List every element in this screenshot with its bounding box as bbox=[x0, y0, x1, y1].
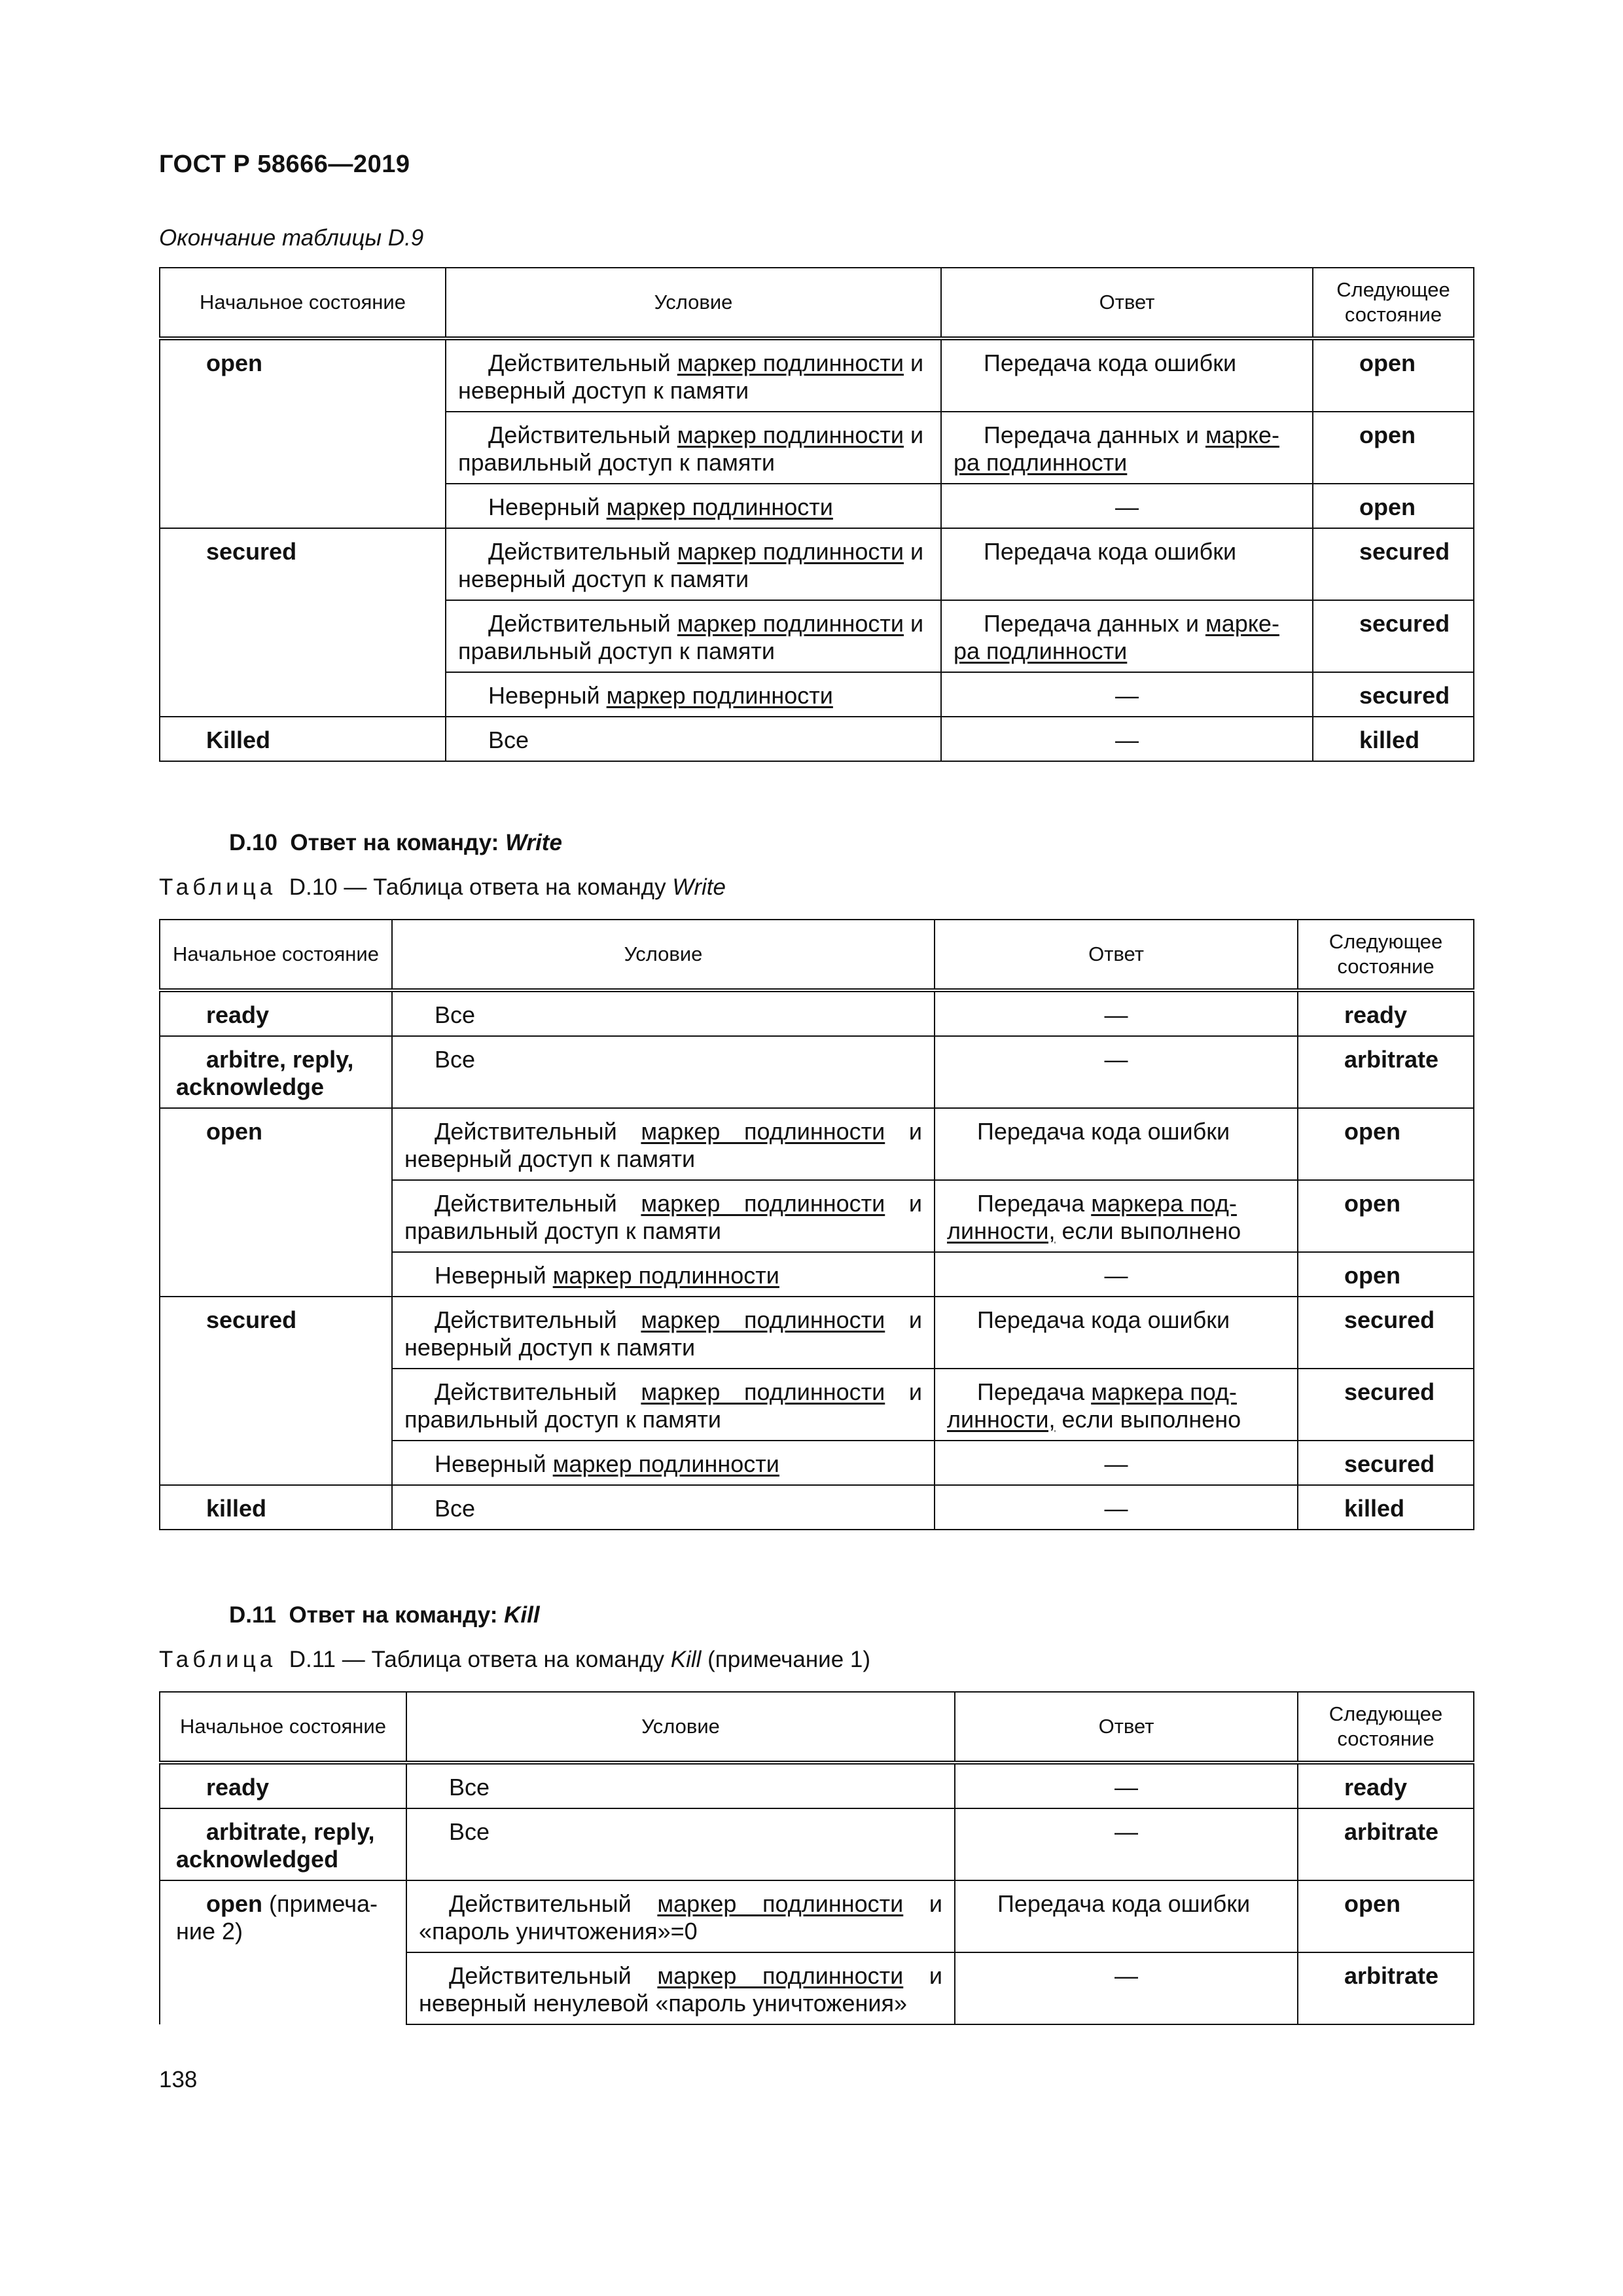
condition-cell: Неверный маркер подлинности bbox=[446, 484, 941, 528]
condition-cell: Действительный маркер подлинности и неверный доступ к памяти bbox=[392, 1108, 935, 1180]
table-continuation-caption: Окончание таблицы D.9 bbox=[159, 225, 424, 251]
next-state-cell: secured bbox=[1298, 1297, 1474, 1369]
response-cell: — bbox=[935, 1036, 1298, 1108]
condition-cell: Неверный маркер подлинности bbox=[392, 1252, 935, 1297]
condition-cell: Все bbox=[392, 990, 935, 1036]
header-initial-state: Начальное состояние bbox=[160, 1692, 406, 1763]
condition-cell: Действительный маркер подлинности и неверный доступ к памяти bbox=[446, 528, 941, 600]
condition-cell: Действительный маркер подлинности и неверный доступ к памяти bbox=[446, 338, 941, 412]
header-response: Ответ bbox=[941, 268, 1313, 338]
condition-cell: Действительный маркер подлинности и неверный ненулевой «пароль уничтожения» bbox=[406, 1952, 955, 2024]
table-header-row bbox=[160, 1692, 1474, 1763]
state-cell: ready bbox=[160, 990, 392, 1036]
table-d11 bbox=[159, 1691, 1474, 2025]
next-state-cell: secured bbox=[1313, 672, 1474, 717]
response-cell: Передача кода ошибки bbox=[941, 338, 1313, 412]
next-state-cell: ready bbox=[1298, 1763, 1474, 1808]
response-cell: Передача кода ошибки bbox=[935, 1297, 1298, 1369]
table-row bbox=[160, 990, 1474, 1036]
condition-cell: Действительный маркер подлинности и правильный доступ к памяти bbox=[392, 1369, 935, 1441]
condition-cell: Неверный маркер подлинности bbox=[392, 1441, 935, 1485]
response-cell: — bbox=[955, 1952, 1298, 2024]
state-cell: arbitrate, reply, acknowledged bbox=[160, 1808, 406, 1880]
table-row bbox=[160, 1036, 1474, 1108]
response-cell: — bbox=[935, 1252, 1298, 1297]
condition-cell: Все bbox=[392, 1485, 935, 1530]
header-next-state: Следующее состояние bbox=[1298, 1692, 1474, 1763]
next-state-cell: open bbox=[1298, 1180, 1474, 1252]
next-state-cell: open bbox=[1313, 484, 1474, 528]
next-state-cell: open bbox=[1313, 338, 1474, 412]
response-cell: — bbox=[955, 1808, 1298, 1880]
next-state-cell: open bbox=[1298, 1880, 1474, 1952]
response-cell: — bbox=[941, 717, 1313, 761]
table-row bbox=[160, 528, 1474, 600]
header-condition: Условие bbox=[406, 1692, 955, 1763]
table-row bbox=[160, 717, 1474, 761]
table-row bbox=[160, 1108, 1474, 1180]
next-state-cell: killed bbox=[1298, 1485, 1474, 1530]
condition-cell: Действительный маркер подлинности и неверный доступ к памяти bbox=[392, 1297, 935, 1369]
next-state-cell: open bbox=[1298, 1252, 1474, 1297]
table-d10 bbox=[159, 919, 1474, 1530]
next-state-cell: secured bbox=[1313, 600, 1474, 672]
next-state-cell: arbitrate bbox=[1298, 1952, 1474, 2024]
next-state-cell: secured bbox=[1313, 528, 1474, 600]
page-number: 138 bbox=[159, 2067, 198, 2092]
state-cell: ready bbox=[160, 1763, 406, 1808]
response-cell: Передача данных и марке-ра подлинности bbox=[941, 600, 1313, 672]
response-cell: — bbox=[935, 990, 1298, 1036]
condition-cell: Все bbox=[406, 1808, 955, 1880]
response-cell: — bbox=[955, 1763, 1298, 1808]
response-cell: — bbox=[935, 1485, 1298, 1530]
state-cell: Killed bbox=[160, 717, 446, 761]
header-initial-state: Начальное состояние bbox=[160, 920, 392, 990]
table-row bbox=[160, 1763, 1474, 1808]
state-cell: secured bbox=[160, 528, 446, 717]
header-initial-state: Начальное состояние bbox=[160, 268, 446, 338]
condition-cell: Действительный маркер подлинности и правильный доступ к памяти bbox=[446, 412, 941, 484]
next-state-cell: arbitrate bbox=[1298, 1808, 1474, 1880]
response-cell: — bbox=[941, 672, 1313, 717]
state-cell: secured bbox=[160, 1297, 392, 1485]
header-next-state: Следующее состояние bbox=[1298, 920, 1474, 990]
table-header-row bbox=[160, 268, 1474, 338]
state-cell: arbitre, reply, acknowledge bbox=[160, 1036, 392, 1108]
response-cell: Передача данных и марке-ра подлинности bbox=[941, 412, 1313, 484]
header-next-state: Следующее состояние bbox=[1313, 268, 1474, 338]
condition-cell: Неверный маркер подлинности bbox=[446, 672, 941, 717]
response-cell: Передача маркера под-линности, если выполнено bbox=[935, 1369, 1298, 1441]
header-condition: Условие bbox=[392, 920, 935, 990]
condition-cell: Все bbox=[446, 717, 941, 761]
header-condition: Условие bbox=[446, 268, 941, 338]
state-cell: open (примеча-ние 2) bbox=[160, 1880, 406, 2024]
section-heading-d11: D.11 Ответ на команду: Kill bbox=[229, 1602, 540, 1628]
response-cell: Передача кода ошибки bbox=[935, 1108, 1298, 1180]
next-state-cell: killed bbox=[1313, 717, 1474, 761]
response-cell: — bbox=[935, 1441, 1298, 1485]
condition-cell: Все bbox=[392, 1036, 935, 1108]
response-cell: Передача кода ошибки bbox=[955, 1880, 1298, 1952]
next-state-cell: ready bbox=[1298, 990, 1474, 1036]
table-caption-d10: Таблица D.10 — Таблица ответа на команду Write bbox=[159, 874, 726, 900]
table-row bbox=[160, 1485, 1474, 1530]
state-cell: killed bbox=[160, 1485, 392, 1530]
response-cell: — bbox=[941, 484, 1313, 528]
header-response: Ответ bbox=[935, 920, 1298, 990]
condition-cell: Действительный маркер подлинности и правильный доступ к памяти bbox=[446, 600, 941, 672]
document-code: ГОСТ Р 58666—2019 bbox=[159, 151, 410, 178]
section-heading-d10: D.10 Ответ на команду: Write bbox=[229, 830, 562, 855]
header-response: Ответ bbox=[955, 1692, 1298, 1763]
next-state-cell: arbitrate bbox=[1298, 1036, 1474, 1108]
table-row bbox=[160, 1880, 1474, 1952]
next-state-cell: secured bbox=[1298, 1441, 1474, 1485]
response-cell: Передача кода ошибки bbox=[941, 528, 1313, 600]
table-row bbox=[160, 338, 1474, 412]
response-cell: Передача маркера под-линности, если выполнено bbox=[935, 1180, 1298, 1252]
table-d9 bbox=[159, 267, 1474, 762]
condition-cell: Действительный маркер подлинности и правильный доступ к памяти bbox=[392, 1180, 935, 1252]
condition-cell: Все bbox=[406, 1763, 955, 1808]
table-row bbox=[160, 1808, 1474, 1880]
next-state-cell: open bbox=[1298, 1108, 1474, 1180]
state-cell: open bbox=[160, 1108, 392, 1297]
table-row bbox=[160, 1297, 1474, 1369]
condition-cell: Действительный маркер подлинности и «пароль уничтожения»=0 bbox=[406, 1880, 955, 1952]
table-header-row bbox=[160, 920, 1474, 990]
state-cell: open bbox=[160, 338, 446, 528]
next-state-cell: open bbox=[1313, 412, 1474, 484]
next-state-cell: secured bbox=[1298, 1369, 1474, 1441]
table-caption-d11: Таблица D.11 — Таблица ответа на команду Kill (примечание 1) bbox=[159, 1647, 871, 1672]
